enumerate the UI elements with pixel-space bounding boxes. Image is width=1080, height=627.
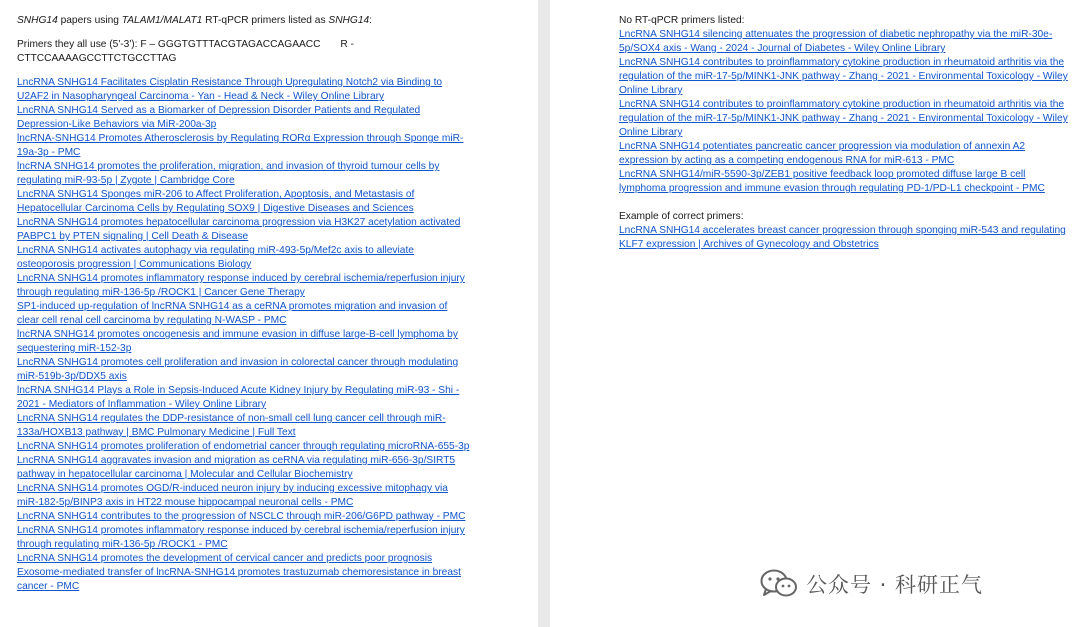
paper-link[interactable]: LncRNA SNHG14 contributes to proinflammatory cytokine production in rheumatoid arthritis via the regulation of the miR-17-5p/MINK1-JNK pathway - Zhang - 2021 - Environmental Toxicology - Wiley Online Library <box>619 99 1068 138</box>
paper-link[interactable]: LncRNA SNHG14 promotes proliferation of endometrial cancer through regulating microRNA-655-3p <box>17 441 470 452</box>
paper-link[interactable]: LncRNA SNHG14 Facilitates Cisplatin Resistance Through Upregulating Notch2 via Binding to U2AF2 in Nasopharyngeal Carcinoma - Yan - Head & Neck - Wiley Online Library <box>17 77 443 102</box>
paper-link[interactable]: LncRNA SNHG14 promotes inflammatory response induced by cerebral ischemia/reperfusion injury through regulating miR-136-5p /ROCK1 - PMC <box>17 525 465 550</box>
paper-link[interactable]: LncRNA SNHG14 promotes inflammatory response induced by cerebral ischemia/reperfusion injury through regulating miR-136-5p /ROCK1 | Cancer Gene Therapy <box>17 273 465 298</box>
paper-link[interactable]: LncRNA SNHG14 promotes cell proliferation and invasion in colorectal cancer through modulating miR-519b-3p/DDX5 axis <box>17 357 459 382</box>
paper-link[interactable]: LncRNA SNHG14 promotes OGD/R-induced neuron injury by inducing excessive mitophagy via miR-182-5p/BINP3 axis in HT22 mouse hippocampal neuronal cells - PMC <box>17 483 448 508</box>
primer-sequences <box>17 38 417 66</box>
paper-link[interactable]: LncRNA SNHG14 accelerates breast cancer progression through sponging miR-543 and regulating KLF7 expression | Archives of Gynecology and Obstetrics <box>619 225 1066 250</box>
paper-link[interactable]: lncRNA-SNHG14 Promotes Atherosclerosis by Regulating RORα Expression through Sponge miR-19a-3p - PMC <box>17 133 464 158</box>
primers-line-2: CTTCCAAAAGCCTTCTGCCTTAG <box>17 53 177 64</box>
intro-text-1: papers using <box>57 15 122 26</box>
intro-colon: : <box>369 15 373 26</box>
paper-link[interactable]: lncRNA SNHG14 promotes the proliferation, migration, and invasion of thyroid tumour cells by regulating miR-93-5p | Zygote | Cambridge Core <box>17 161 440 186</box>
document-page-right <box>550 0 1080 627</box>
paper-link[interactable]: SP1-induced up-regulation of lncRNA SNHG14 as a ceRNA promotes migration and invasion of clear cell renal cell carcinoma by regulating N-WASP - PMC <box>17 301 448 326</box>
correct-primers-heading: Example of correct primers: <box>619 211 744 222</box>
intro-line <box>17 14 538 28</box>
paper-link[interactable]: LncRNA SNHG14 potentiates pancreatic cancer progression via modulation of annexin A2 expression by acting as a competing endogenous RNA for miR-613 - PMC <box>619 141 1026 166</box>
intro-text-2: RT-qPCR primers listed as <box>202 15 329 26</box>
wechat-icon <box>760 569 798 599</box>
paper-link[interactable]: LncRNA SNHG14 silencing attenuates the progression of diabetic nephropathy via the miR-30e-5p/SOX4 axis - Wang - 2024 - Journal of Diabetes - Wiley Online Library <box>619 29 1053 54</box>
paper-link[interactable]: LncRNA SNHG14 contributes to the progression of NSCLC through miR-206/G6PD pathway - PMC <box>17 511 466 522</box>
no-primers-heading: No RT-qPCR primers listed: <box>619 15 745 26</box>
watermark-text: 公众号 · 科研正气 <box>806 573 984 597</box>
paper-link[interactable]: lncRNA SNHG14 promotes oncogenesis and immune evasion in diffuse large-B-cell lymphoma by sequestering miR-152-3p <box>17 329 458 354</box>
primers-line-1: Primers they all use (5'-3'): F – GGGTGTTTACGTAGACCAGAACC R - <box>17 39 354 50</box>
paper-link[interactable]: Exosome-mediated transfer of lncRNA-SNHG14 promotes trastuzumab chemoresistance in breast cancer - PMC <box>17 567 461 592</box>
paper-link[interactable]: LncRNA SNHG14 promotes the development of cervical cancer and predicts poor prognosis <box>17 553 433 564</box>
paper-link[interactable]: LncRNA SNHG14 Served as a Biomarker of Depression Disorder Patients and Regulated Depression-Like Behaviors via MiR-200a-3p <box>17 105 421 130</box>
intro-gene: SNHG14 <box>17 15 58 26</box>
paper-link-list-no-primers <box>619 28 1080 196</box>
paper-link[interactable]: LncRNA SNHG14 Sponges miR-206 to Affect Proliferation, Apoptosis, and Metastasis of Hepatocellular Carcinoma Cells by Regulating SOX9 | Digestive Diseases and Sciences <box>17 189 415 214</box>
watermark <box>760 567 983 601</box>
paper-link-list-correct <box>619 224 1080 252</box>
paper-link[interactable]: LncRNA SNHG14/miR-5590-3p/ZEB1 positive feedback loop promoted diffuse large B cell lymphoma progression and immune evasion through regulating PD-1/PD-L1 checkpoint - PMC <box>619 169 1045 194</box>
paper-link[interactable]: LncRNA SNHG14 regulates the DDP-resistance of non-small cell lung cancer cell through miR-133a/HOXB13 pathway | BMC Pulmonary Medicine | Full Text <box>17 413 446 438</box>
intro-gene-2: SNHG14 <box>328 15 370 26</box>
document-page-left <box>0 0 538 627</box>
paper-link[interactable]: LncRNA SNHG14 promotes hepatocellular carcinoma progression via H3K27 acetylation activated PABPC1 by PTEN signaling | Cell Death & Disease <box>17 217 461 242</box>
paper-link[interactable]: LncRNA SNHG14 aggravates invasion and migration as ceRNA via regulating miR-656-3p/SIRT5 pathway in hepatocellular carcinoma | Molecular and Cellular Biochemistry <box>17 455 456 480</box>
paper-link-list-with-primers <box>17 76 538 594</box>
paper-link[interactable]: lncRNA SNHG14 Plays a Role in Sepsis-Induced Acute Kidney Injury by Regulating miR-93 - Shi - 2021 - Mediators of Inflammation - Wiley Online Library <box>17 385 460 410</box>
intro-primers: TALAM1/MALAT1 <box>121 15 203 26</box>
paper-link[interactable]: LncRNA SNHG14 activates autophagy via regulating miR-493-5p/Mef2c axis to alleviate osteoporosis progression | Communications Biology <box>17 245 414 270</box>
paper-link[interactable]: LncRNA SNHG14 contributes to proinflammatory cytokine production in rheumatoid arthritis via the regulation of the miR-17-5p/MINK1-JNK pathway - Zhang - 2021 - Environmental Toxicology - Wiley Online Library <box>619 57 1068 96</box>
